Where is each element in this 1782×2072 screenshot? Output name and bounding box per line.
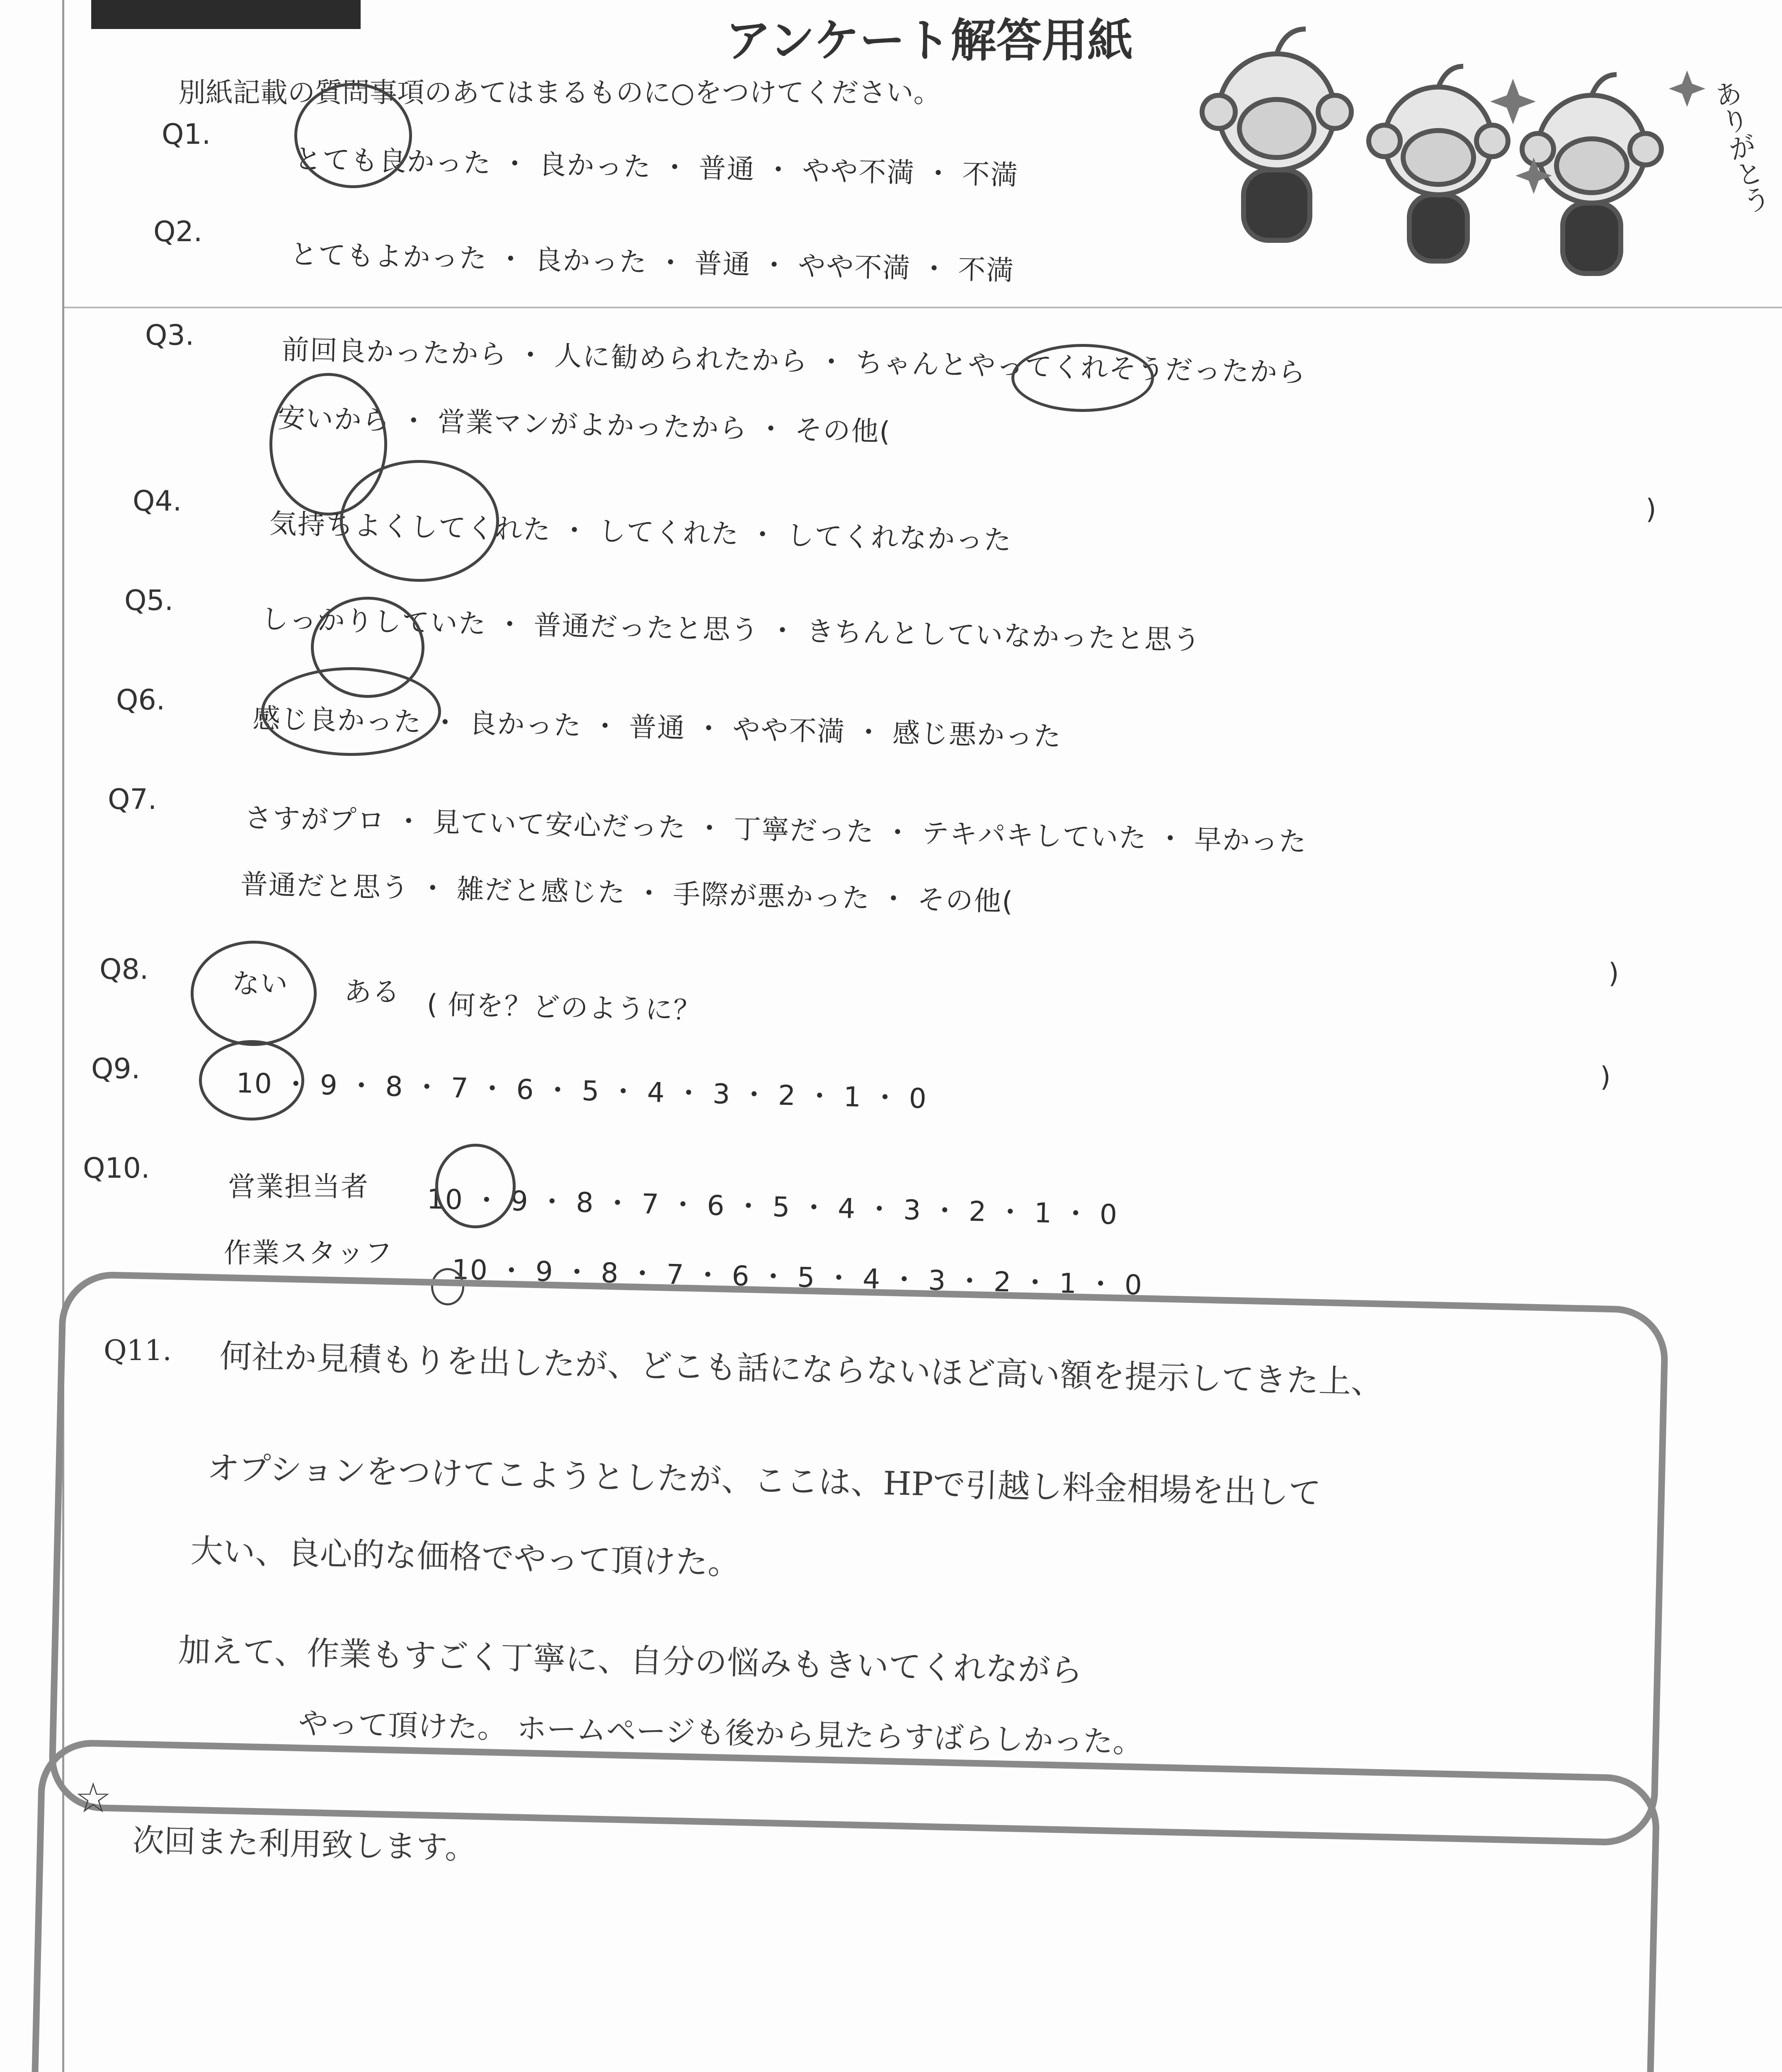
q8-label: Q8.	[99, 953, 149, 986]
q9-answer-circle	[199, 1040, 304, 1121]
q10-sales-answer-circle	[435, 1144, 516, 1228]
q10-label: Q10.	[83, 1152, 150, 1185]
q8-close-paren: )	[1600, 1061, 1611, 1093]
q11-comment-line: オプションをつけてこようとしたが、ここは、HPで引越し料金相場を出して	[206, 1450, 1321, 1512]
q4-answer-circle	[340, 460, 499, 582]
q5-options: しっかりしていた ・ 普通だったと思う ・ きちんとしていなかったと思う	[260, 603, 1202, 656]
q5-label: Q5.	[124, 584, 174, 617]
q3-answer-circle	[1011, 344, 1154, 412]
q7-options-line1: さすがプロ ・ 見ていて安心だった ・ 丁寧だった ・ テキパキしていた ・ 早かった	[244, 802, 1307, 858]
q8-option-no: ない	[232, 968, 289, 1000]
q9-scale: 10 ・ 9 ・ 8 ・ 7 ・ 6 ・ 5 ・ 4 ・ 3 ・ 2 ・ 1 ・ 0	[235, 1067, 928, 1115]
q3-close-paren: )	[1646, 493, 1656, 525]
q1-options: とても良かった ・ 良かった ・ 普通 ・ やや不満 ・ 不満	[293, 143, 1019, 191]
free-comment-text: 次回また利用致します。	[132, 1822, 477, 1866]
q6-options: 感じ良かった ・ 良かった ・ 普通 ・ やや不満 ・ 感じ悪かった	[252, 702, 1062, 753]
q10-staff-label: 作業スタッフ	[224, 1237, 393, 1269]
q8-prompt: ( 何を？どのように？	[426, 988, 702, 1027]
q11-comment-line: やって頂けた。 ホームページも後から見たらすばらしかった。	[298, 1706, 1143, 1760]
star-icon: ☆	[75, 1774, 112, 1822]
q3-options-line2: 安いから ・ 営業マンがよかったから ・ その他(	[277, 402, 892, 448]
free-comment-box	[27, 1739, 1661, 2072]
q6-label: Q6.	[116, 684, 165, 716]
q9-label: Q9.	[91, 1053, 141, 1085]
q6-answer-circle	[261, 667, 441, 756]
q4-label: Q4.	[133, 485, 182, 518]
q8-option-yes: ある	[344, 976, 400, 1008]
q2-options: とてもよかった ・ 良かった ・ 普通 ・ やや不満 ・ 不満	[289, 238, 1015, 287]
form-title: アンケート解答用紙	[725, 14, 1133, 67]
q11-comment-line: 大い、良心的な価格でやって頂けた。	[190, 1532, 741, 1583]
q4-options: 気持ちよくしてくれた ・ してくれた ・ してくれなかった	[269, 508, 1013, 557]
q1-answer-circle	[294, 83, 412, 188]
q7-close-paren: )	[1608, 957, 1619, 989]
q1-label: Q1.	[162, 118, 211, 151]
thanks-text: ありがとう	[1707, 77, 1773, 218]
q10-staff-scale: 10 ・ 9 ・ 8 ・ 7 ・ 6 ・ 5 ・ 4 ・ 3 ・ 2 ・ 1 ・ 0	[451, 1254, 1143, 1301]
instruction-text: 別紙記載の質問事項のあてはまるものに○をつけてください。	[178, 77, 941, 109]
q11-label: Q11.	[104, 1334, 172, 1367]
divider	[62, 307, 1782, 308]
company-name-cropped	[91, 0, 361, 29]
q7-label: Q7.	[108, 783, 157, 816]
q11-comment-line: 加えて、作業もすごく丁寧に、自分の悩みもきいてくれながら	[177, 1632, 1083, 1690]
q10-sales-label: 営業担当者	[228, 1171, 369, 1203]
mascot-illustration	[1173, 17, 1753, 298]
q8-answer-circle	[191, 941, 317, 1046]
q3-options-line1: 前回良かったから ・ 人に勧められたから ・ ちゃんとやってくれそうだったから	[281, 334, 1307, 389]
q11-comment-line: 何社か見積もりを出したが、どこも話にならないほど高い額を提示してきた上、	[219, 1338, 1384, 1402]
q2-label: Q2.	[153, 215, 203, 248]
q3-label: Q3.	[145, 319, 194, 352]
q10-sales-scale: 10 ・ 9 ・ 8 ・ 7 ・ 6 ・ 5 ・ 4 ・ 3 ・ 2 ・ 1 ・ 0	[426, 1183, 1118, 1231]
q7-options-line2: 普通だと思う ・ 雑だと感じた ・ 手際が悪かった ・ その他(	[240, 868, 1014, 918]
